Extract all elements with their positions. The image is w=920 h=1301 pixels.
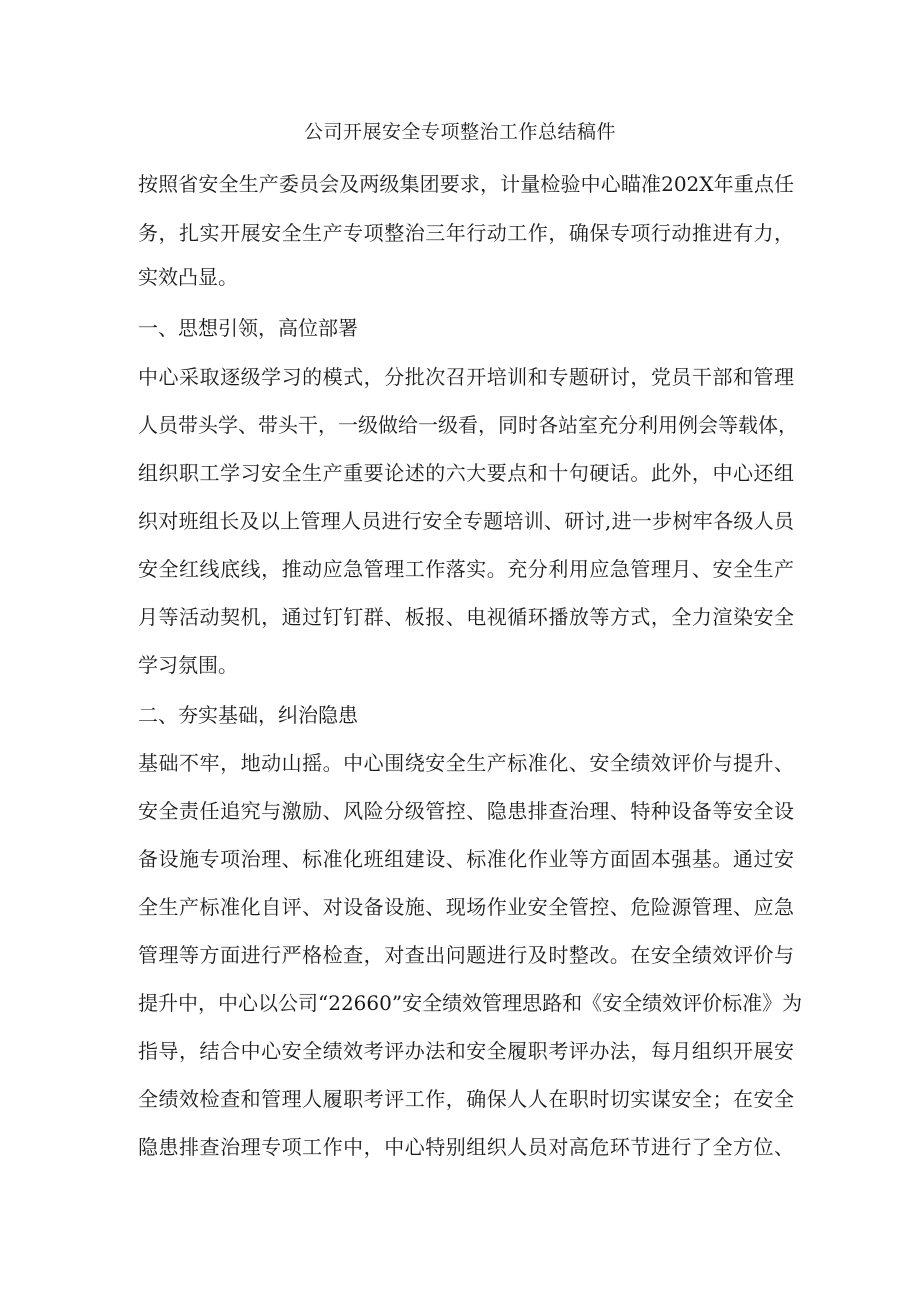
paragraph-line: 全绩效检查和管理人履职考评工作，确保人人在职时切实谋安全；在安全 (138, 1087, 794, 1111)
paragraph-line: 提升中，中心以公司“22660”安全绩效管理思路和《安全绩效评价标准》为 (138, 991, 803, 1015)
paragraph-line: 实效凸显。 (138, 265, 238, 289)
paragraph-line: 组织职工学习安全生产重要论述的六大要点和十句硬话。此外，中心还组 (138, 461, 794, 485)
paragraph-line: 备设施专项治理、标准化班组建设、标准化作业等方面固本强基。通过安 (138, 847, 794, 871)
section-heading: 一、思想引领，高位部署 (138, 316, 358, 340)
paragraph-line: 学习氛围。 (138, 653, 238, 677)
paragraph-line: 指导，结合中心安全绩效考评办法和安全履职考评办法，每月组织开展安 (138, 1039, 794, 1063)
paragraph-line: 中心采取逐级学习的模式，分批次召开培训和专题研讨，党员干部和管理 (138, 365, 794, 389)
section-heading: 二、夯实基础，纠治隐患 (138, 703, 358, 727)
paragraph-line: 管理等方面进行严格检查，对查出问题进行及时整改。在安全绩效评价与 (138, 943, 794, 967)
paragraph-line: 安全红线底线，推动应急管理工作落实。充分利用应急管理月、安全生产 (138, 557, 794, 581)
paragraph-line: 安全责任追究与激励、风险分级管控、隐患排查治理、特种设备等安全设 (138, 799, 794, 823)
paragraph-line: 全生产标准化自评、对设备设施、现场作业安全管控、危险源管理、应急 (138, 895, 794, 919)
paragraph-line: 人员带头学、带头干，一级做给一级看，同时各站室充分利用例会等载体， (138, 413, 798, 437)
paragraph-line: 隐患排查治理专项工作中，中心特别组织人员对高危环节进行了全方位、 (138, 1135, 794, 1159)
paragraph-line: 按照省安全生产委员会及两级集团要求，计量检验中心瞄准202X年重点任 (138, 172, 794, 196)
paragraph-line: 织对班组长及以上管理人员进行安全专题培训、研讨,进一步树牢各级人员 (138, 509, 794, 533)
paragraph-line: 基础不牢，地动山摇。中心围绕安全生产标准化、安全绩效评价与提升、 (138, 751, 794, 775)
paragraph-line: 务，扎实开展安全生产专项整治三年行动工作，确保专项行动推进有力， (138, 221, 794, 245)
document-title: 公司开展安全专项整治工作总结稿件 (303, 121, 616, 143)
paragraph-line: 月等活动契机，通过钉钉群、板报、电视循环播放等方式，全力渲染安全 (138, 605, 794, 629)
